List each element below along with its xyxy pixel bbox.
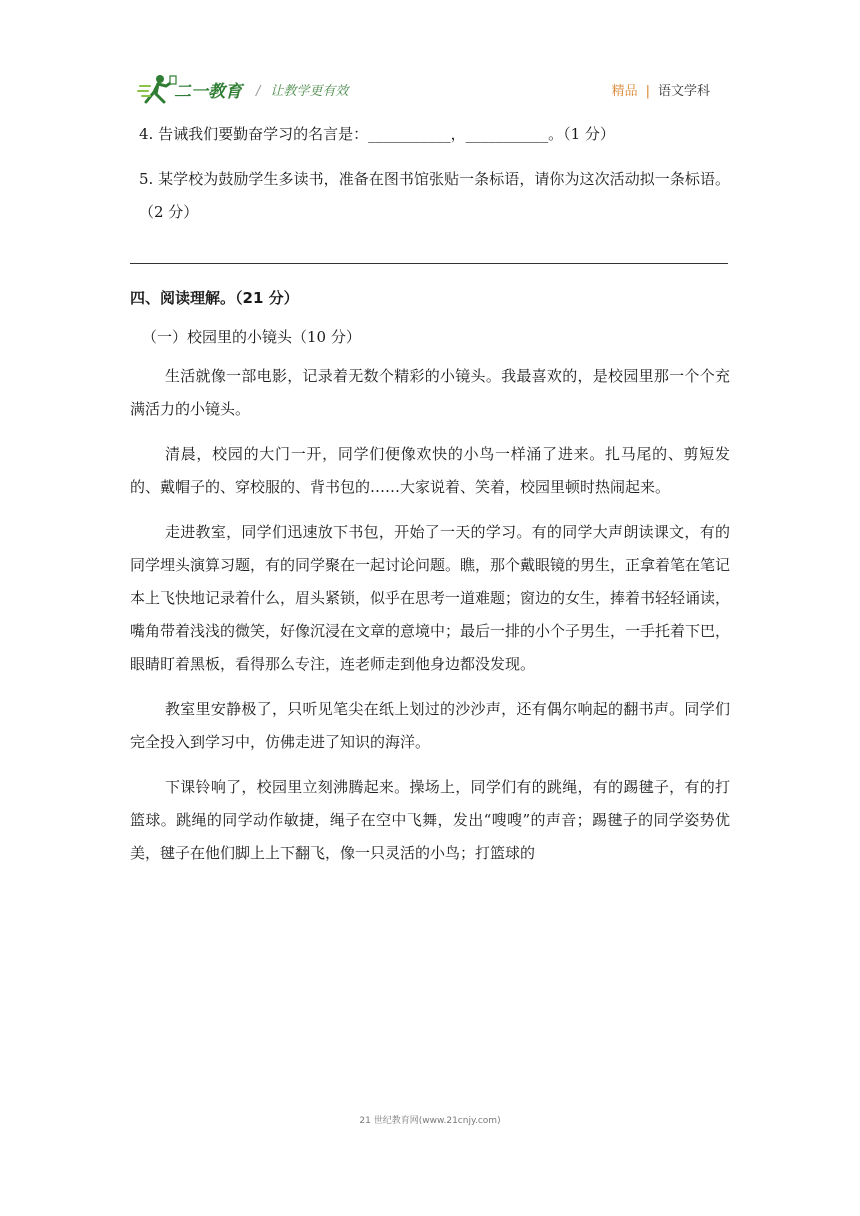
passage-paragraph: 教室里安静极了，只听见笔尖在纸上划过的沙沙声，还有偶尔响起的翻书声。同学们完全投入到学习中，仿佛走进了知识的海洋。 [130, 700, 730, 751]
passage-paragraph: 清晨，校园的大门一开，同学们便像欢快的小鸟一样涌了进来。扎马尾的、剪短发的、戴帽子的、穿校服的、背书包的……大家说着、笑着，校园里顿时热闹起来。 [130, 445, 730, 496]
page-footer: 21 世纪教育网(www.21cnjy.com) [359, 1116, 501, 1126]
passage-paragraph: 下课铃响了，校园里立刻沸腾起来。操场上，同学们有的跳绳，有的踢毽子，有的打篮球。跳绳的同学动作敏捷，绳子在空中飞舞，发出“嗖嗖”的声音；踢毽子的同学姿势优美，毽子在他们脚上上下翻飞，像一只灵活的小鸟；打篮球的 [130, 778, 730, 862]
document-body [130, 118, 730, 870]
question-5: 5. 某学校为鼓励学生多读书，准备在图书馆张贴一条标语，请你为这次活动拟一条标语。（2 分） [139, 170, 730, 221]
passage-title: （一）校园里的小镜头（10 分） [142, 328, 361, 346]
brand-label: 精品 [611, 84, 638, 99]
slogan-text: 让教学更有效 [270, 84, 349, 99]
slogan-separator: / [256, 84, 261, 99]
subject-label [612, 80, 710, 99]
page-header [0, 0, 860, 110]
subject-name: 语文学科 [657, 84, 710, 99]
answer-line [130, 263, 728, 264]
passage-paragraph: 走进教室，同学们迅速放下书包，开始了一天的学习。有的同学大声朗读课文，有的同学埋头演算习题，有的同学聚在一起讨论问题。瞧，那个戴眼镜的男生，正拿着笔在笔记本上飞快地记录着什么，眉头紧锁，似乎在思考一道难题；窗边的女生，捧着书轻轻诵读，嘴角带着浅浅的微笑，好像沉浸在文章的意境中；最后一排的小个子男生，一手托着下巴，眼睛盯着黑板，看得那么专注，连老师走到他身边都没发现。 [130, 523, 731, 673]
passage-paragraph: 生活就像一部电影，记录着无数个精彩的小镜头。我最喜欢的，是校园里那一个个充满活力的小镜头。 [130, 367, 730, 418]
section-title: 四、阅读理解。（21 分） [130, 289, 299, 307]
slogan [256, 80, 348, 99]
logo-text: 二一教育 [174, 82, 242, 102]
label-divider: | [645, 84, 650, 99]
question-4: 4. 告诫我们要勤奋学习的名言是：___________，___________。（1 分） [139, 125, 615, 143]
